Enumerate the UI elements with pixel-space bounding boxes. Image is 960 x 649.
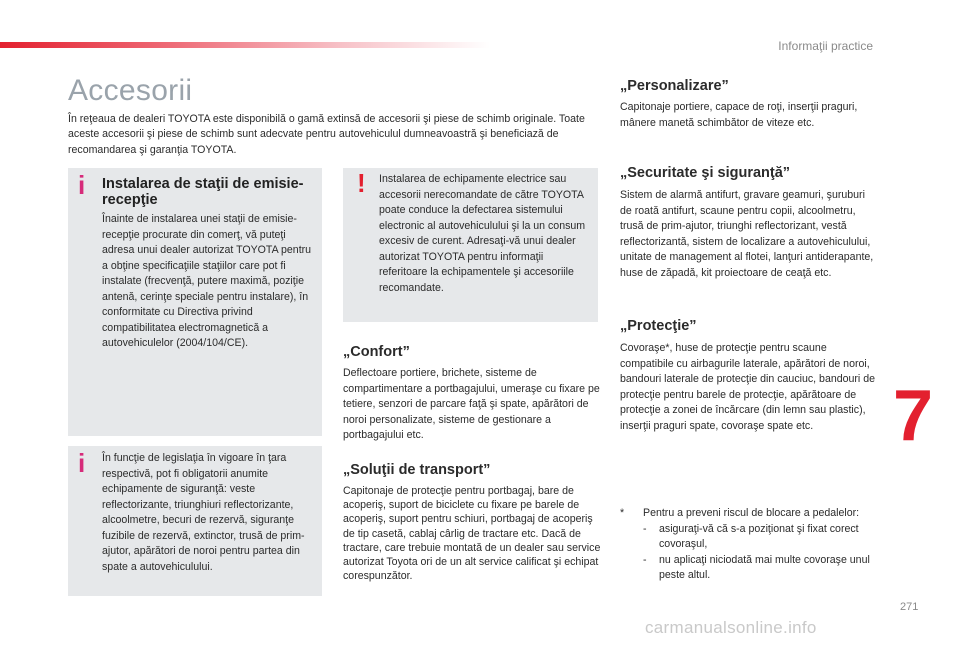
footnote-marker: * bbox=[620, 507, 625, 519]
footnote-list bbox=[620, 522, 880, 584]
radio-box-title: Instalarea de staţii de emisie-recepţie bbox=[102, 176, 304, 208]
header-accent-bar bbox=[0, 42, 490, 48]
personalizare-text: Capitonaje portiere, capace de roţi, inserţii praguri, mânere manetă schimbător de viteze etc. bbox=[620, 101, 858, 129]
warning-box-text: Instalarea de echipamente electrice sau accesorii nerecomandate de către TOYOTA poate conduce la defectarea sistemului electronic al autovehiculului şi la un consum excesiv de curent. Adresaţi-vă unui dealer autorizat TOYOTA pentru informaţii referitoare la echipamentele şi accesoriile recomandate. bbox=[379, 173, 586, 294]
transport-text: Capitonaje de protecţie pentru portbagaj, bare de acoperiş, suport de biciclete cu fixare pe barele de acoperiş, suport pentru schiuri, portbagaj de acoperiş de tip casetă, cablaj cârlig de tractare etc. Dacă de tractare, care trebuie montată de un dealer sau service autorizat Toyota ori de un alt service calificat şi echipat corespunzător. bbox=[343, 485, 601, 583]
info-icon: i bbox=[78, 170, 86, 200]
dash-bullet: - bbox=[643, 553, 647, 566]
watermark: carmanualsonline.info bbox=[645, 618, 817, 637]
footnote-item-text: nu aplicaţi niciodată mai multe covoraşe unul peste altul. bbox=[659, 553, 870, 581]
footnote-text: Pentru a preveni riscul de blocare a pedalelor: bbox=[643, 507, 860, 519]
securitate-heading: „Securitate şi siguranţă” bbox=[620, 165, 791, 181]
warning-icon: ! bbox=[357, 168, 366, 198]
chapter-number: 7 bbox=[893, 376, 934, 456]
section-header: Informaţii practice bbox=[778, 39, 873, 53]
dash-bullet: - bbox=[643, 522, 647, 535]
confort-heading: „Confort” bbox=[343, 344, 410, 360]
legislation-box-text: În funcţie de legislaţia în vigoare în ţara respectivă, pot fi obligatorii anumite echipamente de siguranţă: veste reflectorizante, triunghiuri reflectorizante, alcoolmetre, becuri de rezervă, siguranţe fuzibile de rezervă, extinctor, trusă de prim-ajutor, apărători de noroi pentru partea din spate a autovehiculului. bbox=[102, 452, 305, 573]
intro-paragraph: În reţeaua de dealeri TOYOTA este disponibilă o gamă extinsă de accesorii şi piese de schimb originale. Toate aceste accesorii şi piese de schimb sunt adecvate pentru autovehiculul dumneavoastră şi beneficiază de recomandarea şi garanţia TOYOTA. bbox=[68, 113, 585, 156]
transport-heading: „Soluţii de transport” bbox=[343, 462, 491, 478]
confort-text: Deflectoare portiere, brichete, sisteme de compartimentare a portbagajului, umeraşe cu fixare pe tetiere, senzori de parcare faţă şi spate, apărători de noroi personalizate, sisteme de gestionare a portbagajului etc. bbox=[343, 367, 600, 442]
page-number: 271 bbox=[900, 601, 919, 613]
radio-info-box bbox=[68, 168, 322, 436]
warning-box bbox=[343, 168, 598, 322]
footnote bbox=[620, 506, 880, 584]
list-item bbox=[643, 553, 880, 584]
protectie-heading: „Protecţie” bbox=[620, 318, 697, 334]
personalizare-heading: „Personalizare” bbox=[620, 78, 729, 94]
info-icon: i bbox=[78, 448, 86, 478]
list-item bbox=[643, 522, 880, 553]
radio-box-text: Înainte de instalarea unei staţii de emisie-recepţie procurate din comerţ, vă puteţi adresa unui dealer autorizat TOYOTA pentru a obţine specificaţiile staţiilor care pot fi instalate (frecvenţă, putere maximă, poziţie antenă, cerinţe speciale pentru instalare), în conformitate cu Directiva privind compatibilitatea electromagnetică a autovehiculelor (2004/104/CE). bbox=[102, 213, 312, 349]
securitate-text: Sistem de alarmă antifurt, gravare geamuri, şuruburi de roată antifurt, scaune pentru copii, alcoolmetru, trusă de prim-ajutor, triunghi reflectorizant, vestă reflectorizantă, sistem de localizare a autovehiculului, unitate de management al flotei, lanţuri antiderapante, huse de zăpadă, kit proiectoare de ceaţă etc. bbox=[620, 189, 874, 279]
legislation-info-box bbox=[68, 446, 322, 596]
protectie-text: Covoraşe*, huse de protecţie pentru scaune compatibile cu airbagurile laterale, apărători de noroi, bandouri laterale de protecţie din cauciuc, bandouri de protecţie pentru barele de protecţie, apărătoare de protecţie a zonei de încărcare (din lemn sau plastic), inserţii praguri spate, covoraşe spate etc. bbox=[620, 342, 876, 432]
page-title: Accesorii bbox=[68, 74, 193, 107]
footnote-item-text: asiguraţi-vă că s-a poziţionat şi fixat corect covoraşul, bbox=[659, 522, 859, 550]
